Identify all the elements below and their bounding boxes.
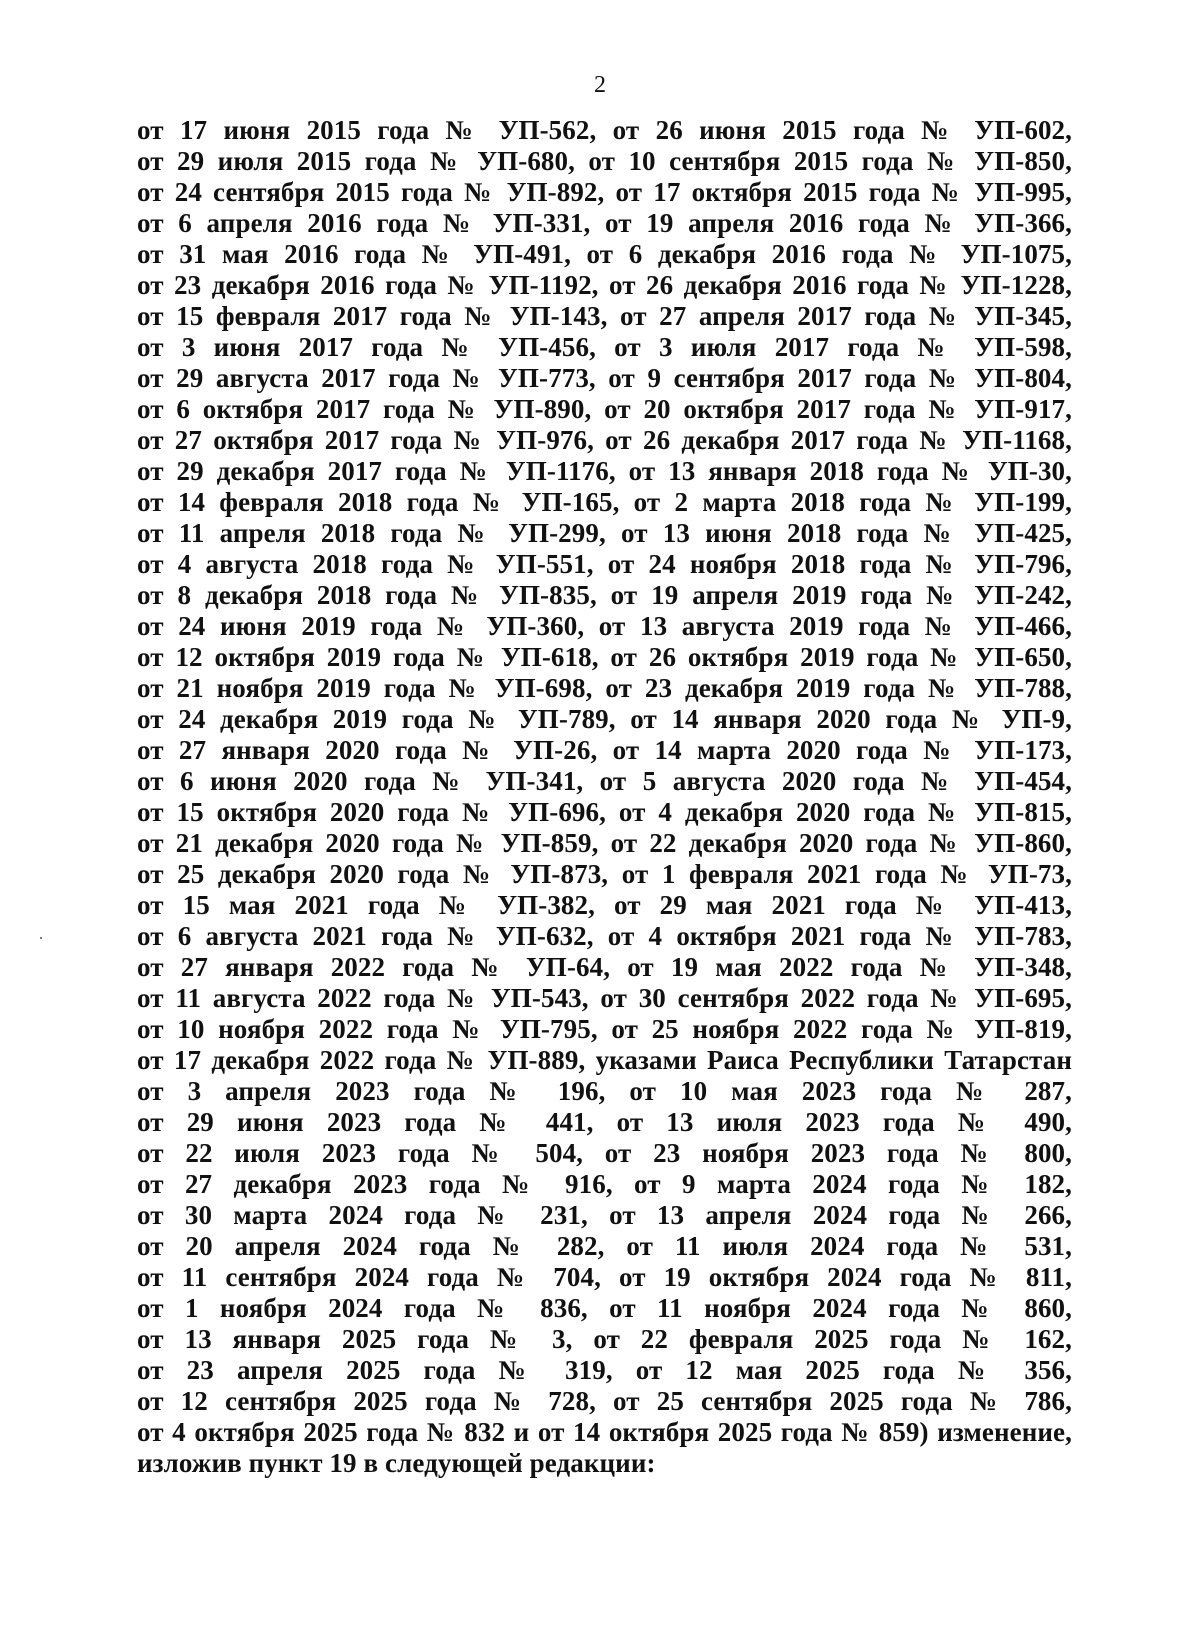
text-line: от 11 августа 2022 года № УП-543, от 30 сентября 2022 года № УП-695,: [137, 983, 1072, 1013]
text-line: от 10 ноября 2022 года № УП-795, от 25 ноября 2022 года № УП-819,: [137, 1014, 1072, 1044]
text-line: от 6 августа 2021 года № УП-632, от 4 октября 2021 года № УП-783,: [137, 921, 1072, 951]
text-line: от 29 декабря 2017 года № УП-1176, от 13 января 2018 года № УП-30,: [137, 456, 1072, 486]
text-line: от 6 октября 2017 года № УП-890, от 20 октября 2017 года № УП-917,: [137, 394, 1072, 424]
text-line: от 1 ноября 2024 года № 836, от 11 ноября 2024 года № 860,: [137, 1293, 1072, 1323]
text-line: от 12 сентября 2025 года № 728, от 25 сентября 2025 года № 786,: [137, 1386, 1072, 1416]
body-paragraph: [137, 115, 1072, 1479]
text-line: от 21 декабря 2020 года № УП-859, от 22 декабря 2020 года № УП-860,: [137, 828, 1072, 858]
text-line: от 14 февраля 2018 года № УП-165, от 2 марта 2018 года № УП-199,: [137, 487, 1072, 517]
text-line: от 27 января 2020 года № УП-26, от 14 марта 2020 года № УП-173,: [137, 735, 1072, 765]
text-line: от 12 октября 2019 года № УП-618, от 26 октября 2019 года № УП-650,: [137, 642, 1072, 672]
text-line: от 24 сентября 2015 года № УП-892, от 17 октября 2015 года № УП-995,: [137, 177, 1072, 207]
text-line: от 11 сентября 2024 года № 704, от 19 октября 2024 года № 811,: [137, 1262, 1072, 1292]
text-line: от 20 апреля 2024 года № 282, от 11 июля 2024 года № 531,: [137, 1231, 1072, 1261]
text-line: от 17 декабря 2022 года № УП-889, указами Раиса Республики Татарстан: [137, 1045, 1072, 1075]
text-line: от 3 июня 2017 года № УП-456, от 3 июля 2017 года № УП-598,: [137, 332, 1072, 362]
text-line: от 22 июля 2023 года № 504, от 23 ноября 2023 года № 800,: [137, 1138, 1072, 1168]
text-line: от 15 мая 2021 года № УП-382, от 29 мая 2021 года № УП-413,: [137, 890, 1072, 920]
scan-speck: [40, 937, 42, 939]
text-line: от 15 октября 2020 года № УП-696, от 4 декабря 2020 года № УП-815,: [137, 797, 1072, 827]
text-line: от 27 октября 2017 года № УП-976, от 26 декабря 2017 года № УП-1168,: [137, 425, 1072, 455]
page-number: 2: [594, 72, 606, 98]
text-line: от 13 января 2025 года № 3, от 22 февраля 2025 года № 162,: [137, 1324, 1072, 1354]
text-line: от 29 июля 2015 года № УП-680, от 10 сентября 2015 года № УП-850,: [137, 146, 1072, 176]
text-line: от 11 апреля 2018 года № УП-299, от 13 июня 2018 года № УП-425,: [137, 518, 1072, 548]
text-line: от 8 декабря 2018 года № УП-835, от 19 апреля 2019 года № УП-242,: [137, 580, 1072, 610]
text-line: от 21 ноября 2019 года № УП-698, от 23 декабря 2019 года № УП-788,: [137, 673, 1072, 703]
text-line: от 6 июня 2020 года № УП-341, от 5 августа 2020 года № УП-454,: [137, 766, 1072, 796]
text-line: от 27 января 2022 года № УП-64, от 19 мая 2022 года № УП-348,: [137, 952, 1072, 982]
text-line: от 15 февраля 2017 года № УП-143, от 27 апреля 2017 года № УП-345,: [137, 301, 1072, 331]
text-line: от 3 апреля 2023 года № 196, от 10 мая 2023 года № 287,: [137, 1076, 1072, 1106]
text-line: от 25 декабря 2020 года № УП-873, от 1 февраля 2021 года № УП-73,: [137, 859, 1072, 889]
text-line: от 6 апреля 2016 года № УП-331, от 19 апреля 2016 года № УП-366,: [137, 208, 1072, 238]
text-line: от 27 декабря 2023 года № 916, от 9 марта 2024 года № 182,: [137, 1169, 1072, 1199]
text-line: от 23 декабря 2016 года № УП-1192, от 26 декабря 2016 года № УП-1228,: [137, 270, 1072, 300]
text-line: от 4 октября 2025 года № 832 и от 14 октября 2025 года № 859) изменение,: [137, 1417, 1072, 1447]
text-line: от 24 декабря 2019 года № УП-789, от 14 января 2020 года № УП-9,: [137, 704, 1072, 734]
text-line: от 23 апреля 2025 года № 319, от 12 мая 2025 года № 356,: [137, 1355, 1072, 1385]
text-line: от 30 марта 2024 года № 231, от 13 апреля 2024 года № 266,: [137, 1200, 1072, 1230]
text-line: изложив пункт 19 в следующей редакции:: [137, 1448, 656, 1478]
text-line: от 31 мая 2016 года № УП-491, от 6 декабря 2016 года № УП-1075,: [137, 239, 1072, 269]
text-line: от 4 августа 2018 года № УП-551, от 24 ноября 2018 года № УП-796,: [137, 549, 1072, 579]
text-line: от 29 августа 2017 года № УП-773, от 9 сентября 2017 года № УП-804,: [137, 363, 1072, 393]
text-line: от 17 июня 2015 года № УП-562, от 26 июня 2015 года № УП-602,: [137, 115, 1072, 145]
text-line: от 24 июня 2019 года № УП-360, от 13 августа 2019 года № УП-466,: [137, 611, 1072, 641]
text-line: от 29 июня 2023 года № 441, от 13 июля 2023 года № 490,: [137, 1107, 1072, 1137]
